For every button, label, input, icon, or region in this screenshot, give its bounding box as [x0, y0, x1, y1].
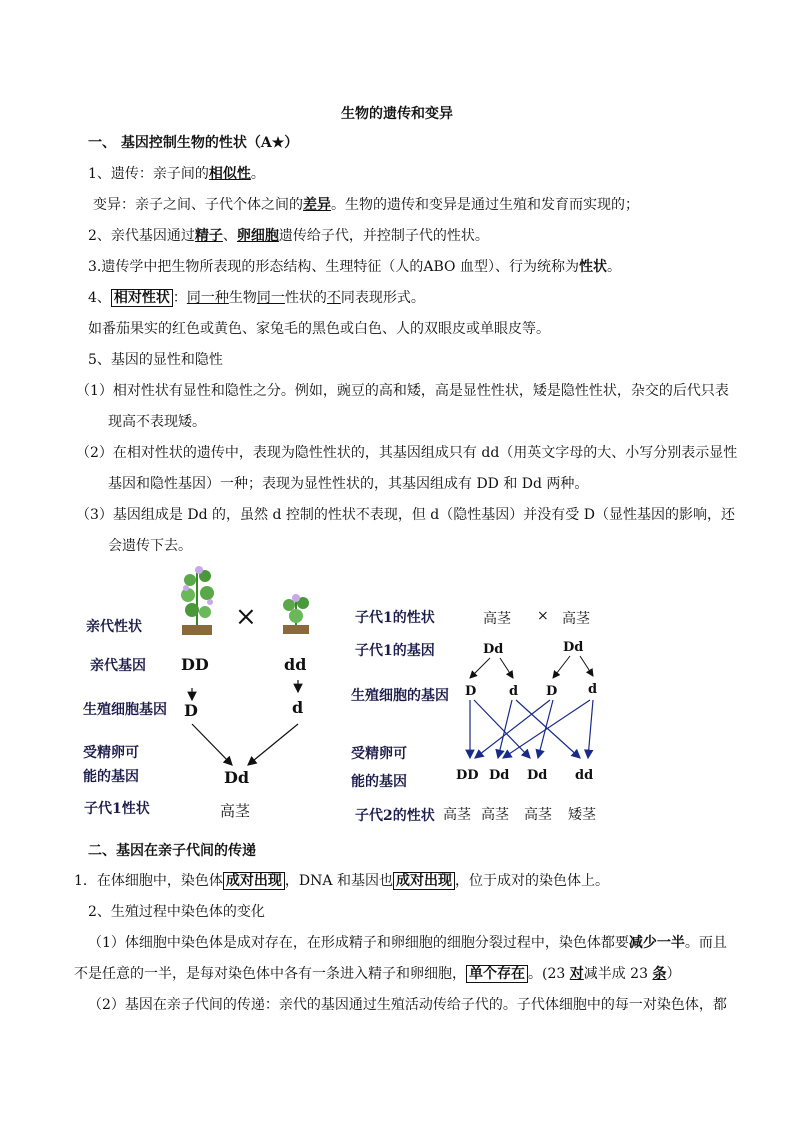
text: 、	[222, 228, 237, 244]
arrow	[248, 724, 298, 765]
label-f2-zygote-1: 受精卵可	[351, 746, 407, 762]
line-variation	[93, 195, 639, 215]
f1-trait-1: 高茎	[483, 611, 511, 627]
label-f1-gamete: 生殖细胞的基因	[351, 688, 449, 704]
label-zygote-2: 能的基因	[83, 769, 139, 785]
line-relative-trait	[88, 288, 425, 308]
line-point-3-cont: 会遗传下去。	[108, 538, 192, 554]
f1-gamete: D	[546, 684, 558, 699]
label-zygote-1: 受精卵可	[83, 745, 139, 761]
text: 4、	[88, 290, 111, 306]
line-point-3: （3）基因组成是 Dd 的，虽然 d 控制的性状不表现，但 d（隐性基因）并没有受 D（显性基因的影响，还	[76, 507, 735, 523]
line-dominance-heading: 5、基因的显性和隐性	[88, 352, 223, 368]
text: ）	[666, 966, 681, 982]
arrow	[503, 700, 590, 758]
keyword-same-species: 同一种	[186, 290, 229, 306]
label-parent-trait: 亲代性状	[86, 619, 142, 635]
section1-heading: 一、 基因控制生物的性状（A★）	[88, 135, 299, 151]
arrow	[580, 656, 593, 676]
offspring-trait: 高茎	[220, 802, 251, 820]
f2-zygote: DD	[456, 768, 479, 783]
text: （1）体细胞中染色体是成对存在，在形成精子和卵细胞的细胞分裂过程中，染色体都要	[88, 935, 629, 951]
zygote-gene: Dd	[224, 768, 250, 787]
keyword-difference: 差异	[303, 197, 331, 213]
text: 减半成 23	[583, 966, 653, 982]
line-gene-transmission: （2）基因在亲子代间的传递：亲代的基因通过生殖活动传给子代的。子代体细胞中的每一对染色体，都	[88, 997, 727, 1013]
text: 1、遗传：亲子间的	[88, 166, 209, 182]
label-f1-trait: 子代1的性状	[355, 610, 435, 626]
tall-plant-icon	[181, 566, 214, 635]
arrow	[500, 658, 513, 678]
keyword-halve: 减少一半	[628, 935, 685, 951]
text: 。(23	[528, 966, 570, 982]
text: 3.遗传学中把生物所表现的形态结构、生理特征（人的ABO 血型）、行为统称为	[88, 259, 579, 275]
keyword-paired: 成对出现	[393, 872, 455, 890]
arrow	[470, 658, 490, 678]
f1-gene-1: Dd	[483, 642, 504, 657]
f2-trait: 矮茎	[568, 807, 596, 823]
short-plant-icon	[283, 594, 309, 634]
line-halving	[88, 933, 727, 953]
text: 性状的	[284, 290, 327, 306]
f2-trait: 高茎	[524, 807, 552, 823]
f2-trait: 高茎	[481, 807, 509, 823]
line-point-2-cont: 基因和隐性基因）一种；表现为显性性状的，其基因组成有 DD 和 Dd 两种。	[108, 476, 589, 492]
arrow	[498, 700, 512, 758]
keyword-egg: 卵细胞	[236, 228, 279, 244]
line-heredity	[88, 164, 265, 184]
line-point-1: （1）相对性状有显性和隐性之分。例如，豌豆的高和矮，高是显性性状，矮是隐性性状，杂交的后代只表	[76, 383, 729, 399]
f2-zygote: Dd	[527, 768, 548, 783]
keyword-strip: 条	[652, 966, 667, 982]
line-examples: 如番茄果实的红色或黄色、家兔毛的黑色或白色、人的双眼皮或单眼皮等。	[88, 321, 550, 337]
f2-zygote: Dd	[489, 768, 510, 783]
f1-cross: ×	[537, 608, 549, 624]
arrow	[588, 700, 593, 758]
line-single	[74, 964, 680, 984]
f1-gamete: d	[588, 682, 598, 697]
arrow	[474, 700, 530, 758]
text: 生物	[228, 290, 257, 306]
text: 1．在体细胞中，染色体	[74, 873, 223, 889]
arrow	[553, 656, 570, 678]
keyword-paired: 成对出现	[223, 872, 285, 890]
label-f1-gene: 子代1的基因	[355, 643, 435, 659]
keyword-sperm: 精子	[194, 228, 223, 244]
text: 。而且	[684, 935, 727, 951]
label-f2-zygote-2: 能的基因	[351, 774, 407, 790]
text: 遗传给子代，并控制子代的性状。	[278, 228, 489, 244]
text: 同表现形式。	[340, 290, 425, 306]
keyword-relative-trait: 相对性状	[111, 289, 173, 307]
line-trait-definition	[88, 257, 621, 277]
text: 不是任意的一半，是每对染色体中各有一条进入精子和卵细胞，	[74, 966, 466, 982]
parent-gene-dd-dominant: DD	[181, 655, 209, 674]
gamete-d-recessive: d	[292, 698, 304, 717]
section2-heading: 二、基因在亲子代间的传递	[88, 843, 256, 859]
f1-gamete: D	[465, 684, 477, 699]
label-f2-trait: 子代2的性状	[355, 808, 435, 824]
cross-symbol: ×	[235, 602, 257, 632]
arrow	[192, 724, 232, 765]
text: 。	[606, 259, 621, 275]
f1-gamete: d	[509, 684, 519, 699]
keyword-similarity: 相似性	[208, 166, 251, 182]
gamete-d-dominant: D	[184, 701, 198, 720]
f2-zygote: dd	[575, 768, 594, 783]
line-point-2: （2）在相对性状的遗传中，表现为隐性性状的，其基因组成只有 dd（用英文字母的大、小写分别表示显性	[76, 445, 738, 461]
line-paired-chromosomes	[74, 871, 609, 891]
label-gamete-gene: 生殖细胞基因	[83, 702, 167, 718]
text: ：	[172, 290, 187, 306]
text: 2、亲代基因通过	[88, 228, 195, 244]
f1-trait-2: 高茎	[562, 611, 590, 627]
text: 。	[250, 166, 265, 182]
arrow	[516, 700, 580, 758]
keyword-not: 不	[326, 290, 341, 306]
text: ，DNA 和基因也	[284, 873, 393, 889]
inheritance-figure	[0, 560, 794, 830]
f2-trait: 高茎	[443, 807, 471, 823]
parent-gene-dd-recessive: dd	[284, 655, 307, 674]
label-parent-gene: 亲代基因	[90, 658, 146, 674]
keyword-trait: 性状	[578, 259, 607, 275]
text: 。生物的遗传和变异是通过生殖和发育而实现的；	[331, 197, 639, 213]
text: 变异：亲子之间、子代个体之间的	[93, 197, 303, 213]
page-title: 生物的遗传和变异	[341, 106, 453, 122]
line-point-1-cont: 现高不表现矮。	[108, 414, 206, 430]
keyword-same: 同一	[256, 290, 285, 306]
line-chromosome-change: 2、生殖过程中染色体的变化	[88, 904, 265, 920]
keyword-pair: 对	[569, 966, 584, 982]
line-gene-transfer	[88, 226, 489, 246]
label-offspring-trait: 子代1性状	[84, 801, 150, 817]
keyword-single: 单个存在	[466, 965, 528, 983]
text: ，位于成对的染色体上。	[454, 873, 609, 889]
arrow	[475, 700, 550, 758]
f1-gene-2: Dd	[563, 640, 584, 655]
